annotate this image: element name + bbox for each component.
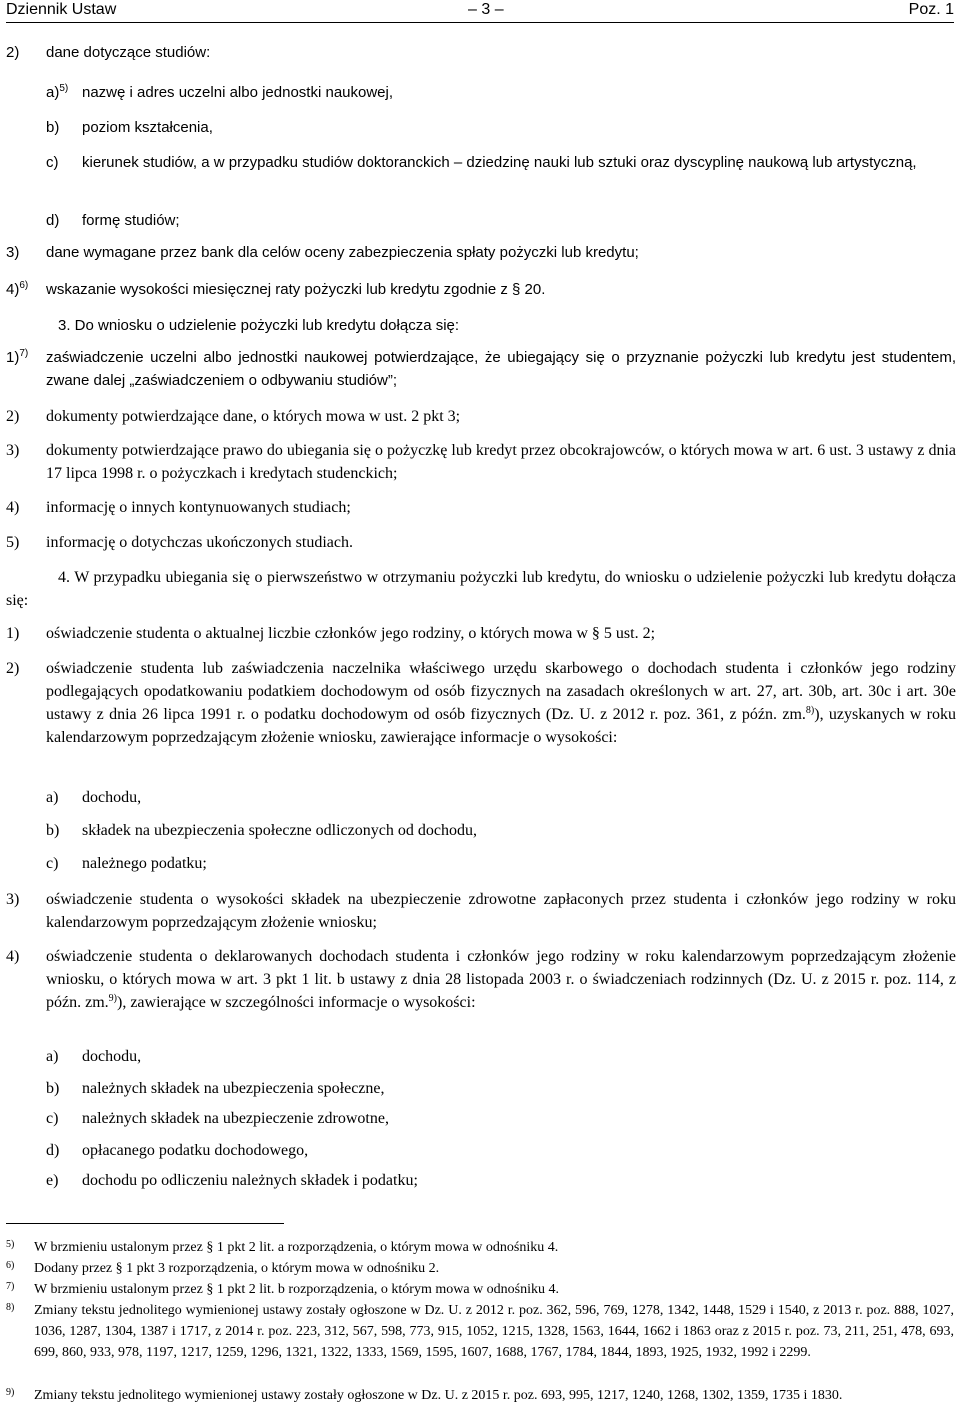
list-item bbox=[6, 496, 956, 519]
footnote-number: 7) bbox=[6, 1281, 15, 1292]
position-number: Poz. 1 bbox=[908, 1, 954, 18]
item-number: c) bbox=[46, 154, 59, 171]
item-text: nazwę i adres uczelni albo jednostki naukowej, bbox=[82, 84, 394, 101]
footnote-ref: 7) bbox=[19, 348, 29, 359]
item-text: dochodu po odliczeniu należnych składek i podatku; bbox=[82, 1172, 418, 1189]
item-number: b) bbox=[46, 822, 60, 839]
item-number: 4) bbox=[6, 948, 20, 965]
item-number: c) bbox=[46, 855, 59, 872]
item-text: oświadczenie studenta o deklarowanych dochodach studenta i członków jego rodziny w roku kalendarzowym poprzedzającym złożenie wniosku, o których mowa w art. 3 pkt 1 lit. b ustawy z dnia 28 listopada 2003 r. o świadczeniach rodzinnych (Dz. U. z 2015 r. poz. 114, z późn. zm.$^{9)}$), zawierające w szczególności informacje o wysokości: bbox=[46, 948, 956, 1011]
list-item bbox=[46, 1045, 956, 1068]
footnote-text: Zmiany tekstu jednolitego wymienionej ustawy zostały ogłoszone w Dz. U. z 2012 r. poz. 362, 596, 769, 1278, 1342, 1448, 1529 i 1540, z 2013 r. poz. 888, 1027, 1036, 1287, 1304, 1387 i 1717, z 2014 r. poz. 223, 312, 567, 598, 773, 915, 1052, 1215, 1328, 1563, 1644, 1662 i 1863 oraz z 2015 r. poz. 73, 211, 251, 478, 693, 699, 860, 933, 978, 1197, 1217, 1259, 1296, 1321, 1322, 1333, 1569, 1595, 1607, 1688, 1767, 1784, 1844, 1893, 1925, 1932, 1992 i 2299. bbox=[34, 1303, 954, 1360]
item-number: 3) bbox=[6, 244, 20, 261]
item-number: 3) bbox=[6, 891, 20, 908]
list-item bbox=[6, 241, 956, 264]
list-item bbox=[46, 81, 956, 104]
list-item bbox=[46, 151, 956, 197]
footnote-text: Dodany przez § 1 pkt 3 rozporządzenia, o którym mowa w odnośniku 2. bbox=[34, 1261, 440, 1276]
list-item bbox=[6, 531, 956, 554]
page-number: – 3 – bbox=[468, 1, 504, 18]
item-text: wskazanie wysokości miesięcznej raty pożyczki lub kredytu zgodnie z § 20. bbox=[46, 281, 546, 298]
list-item bbox=[46, 1169, 956, 1192]
item-text: należnego podatku; bbox=[82, 855, 207, 872]
item-text: składek na ubezpieczenia społeczne odliczonych od dochodu, bbox=[82, 822, 477, 839]
journal-name: Dziennik Ustaw bbox=[6, 1, 117, 18]
item-text: dokumenty potwierdzające prawo do ubiegania się o pożyczkę lub kredyt przez obcokrajowców, o których mowa w art. 6 ust. 3 ustawy z dnia 17 lipca 1998 r. o pożyczkach i kredytach studenckich; bbox=[46, 442, 956, 482]
item-text: zaświadczenie uczelni albo jednostki naukowej potwierdzające, że ubiegający się o przyznanie pożyczki lub kredytu jest studentem, zwane dalej „zaświadczeniem o odbywaniu studiów”; bbox=[46, 349, 956, 389]
list-item bbox=[46, 786, 956, 809]
item-number: d) bbox=[46, 212, 60, 229]
item-number: e) bbox=[46, 1172, 59, 1189]
item-number: a)$^{5)}$ bbox=[46, 83, 69, 101]
footnote-ref: 9) bbox=[108, 993, 117, 1004]
list-item bbox=[46, 819, 956, 842]
list-item bbox=[46, 209, 956, 232]
list-item bbox=[6, 888, 956, 934]
item-number: a) bbox=[46, 789, 59, 806]
list-item bbox=[46, 1107, 956, 1130]
item-text: dochodu, bbox=[82, 789, 142, 806]
paragraph-3-intro: 3. Do wniosku o udzielenie pożyczki lub kredytu dołącza się: bbox=[58, 317, 460, 334]
footnote-number: 6) bbox=[6, 1260, 15, 1271]
item-text: należnych składek na ubezpieczenia społeczne, bbox=[82, 1080, 385, 1097]
item-text: kierunek studiów, a w przypadku studiów doktoranckich – dziedzinę nauki lub sztuki oraz dyscyplinę naukową lub artystyczną, bbox=[82, 154, 917, 171]
list-item bbox=[46, 1139, 956, 1162]
item-number: 3) bbox=[6, 442, 20, 459]
list-item bbox=[6, 41, 956, 64]
list-item bbox=[46, 852, 956, 875]
item-number: d) bbox=[46, 1142, 60, 1159]
item-text: dochodu, bbox=[82, 1048, 142, 1065]
list-item bbox=[6, 278, 956, 301]
list-item bbox=[6, 945, 956, 1037]
item-number: 4) bbox=[6, 499, 20, 516]
list-item bbox=[6, 439, 956, 485]
list-item bbox=[46, 1077, 956, 1100]
item-number: 1) bbox=[6, 625, 20, 642]
item-text: opłacanego podatku dochodowego, bbox=[82, 1142, 309, 1159]
footnote-ref: 6) bbox=[19, 280, 29, 291]
footnote-ref: 8) bbox=[805, 705, 815, 716]
item-number: 2) bbox=[6, 660, 20, 677]
item-text: formę studiów; bbox=[82, 212, 180, 229]
footnote-number: 5) bbox=[6, 1239, 15, 1250]
item-number: 2) bbox=[6, 408, 20, 425]
paragraph-4-intro: 4. W przypadku ubiegania się o pierwszeństwo w otrzymaniu pożyczki lub kredytu, do wniosku o udzielenie pożyczki lub kredytu dołącza się: bbox=[6, 569, 956, 609]
list-item bbox=[6, 657, 956, 772]
item-text: dane wymagane przez bank dla celów oceny zabezpieczenia spłaty pożyczki lub kredytu; bbox=[46, 244, 639, 261]
item-number: b) bbox=[46, 119, 60, 136]
item-text: informację o innych kontynuowanych studiach; bbox=[46, 499, 351, 516]
footnote-number: 9) bbox=[6, 1387, 15, 1398]
list-item bbox=[6, 346, 956, 392]
item-text: dokumenty potwierdzające dane, o których mowa w ust. 2 pkt 3; bbox=[46, 408, 461, 425]
item-text: dane dotyczące studiów: bbox=[46, 44, 211, 61]
list-item bbox=[46, 116, 956, 139]
item-number: 1)$^{7)}$ bbox=[6, 348, 29, 366]
item-text: oświadczenie studenta o aktualnej liczbie członków jego rodziny, o których mowa w § 5 ust. 2; bbox=[46, 625, 656, 642]
item-text: informację o dotychczas ukończonych studiach. bbox=[46, 534, 353, 551]
footnote-text: W brzmieniu ustalonym przez § 1 pkt 2 lit. a rozporządzenia, o którym mowa w odnośniku 4. bbox=[34, 1240, 559, 1255]
item-text: poziom kształcenia, bbox=[82, 119, 213, 136]
list-item bbox=[6, 405, 956, 428]
footnote-ref: 5) bbox=[59, 83, 69, 94]
footnote-separator bbox=[6, 1223, 284, 1224]
footnote-text: Zmiany tekstu jednolitego wymienionej ustawy zostały ogłoszone w Dz. U. z 2015 r. poz. 693, 995, 1217, 1240, 1268, 1302, 1359, 1735 i 1830. bbox=[34, 1388, 843, 1403]
list-item bbox=[6, 622, 956, 645]
item-number: c) bbox=[46, 1110, 59, 1127]
item-text: oświadczenie studenta o wysokości składek na ubezpieczenie zdrowotne zapłaconych przez studenta i członków jego rodziny w roku kalendarzowym poprzedzającym złożenie wniosku; bbox=[46, 891, 956, 931]
page-header bbox=[6, 0, 954, 23]
item-number: a) bbox=[46, 1048, 59, 1065]
footnote-text: W brzmieniu ustalonym przez § 1 pkt 2 lit. b rozporządzenia, o którym mowa w odnośniku 4. bbox=[34, 1282, 560, 1297]
item-number: 4)$^{6)}$ bbox=[6, 280, 29, 298]
item-text: oświadczenie studenta lub zaświadczenia naczelnika właściwego urzędu skarbowego o dochodach studenta i członków jego rodziny podlegających opodatkowaniu podatkiem dochodowym od osób fizycznych na zasadach określonych w art. 27, art. 30b, art. 30c i art. 30e ustawy z dnia 26 lipca 1991 r. o podatku dochodowym od osób fizycznych (Dz. U. z 2012 r. poz. 361, z późn. zm.$^{8)}$), uzyskanych w roku kalendarzowym poprzedzającym złożenie wniosku, zawierające informacje o wysokości: bbox=[46, 660, 956, 746]
footnote-number: 8) bbox=[6, 1302, 15, 1313]
item-number: b) bbox=[46, 1080, 60, 1097]
item-text: należnych składek na ubezpieczenie zdrowotne, bbox=[82, 1110, 389, 1127]
item-number: 2) bbox=[6, 44, 20, 61]
item-number: 5) bbox=[6, 534, 20, 551]
